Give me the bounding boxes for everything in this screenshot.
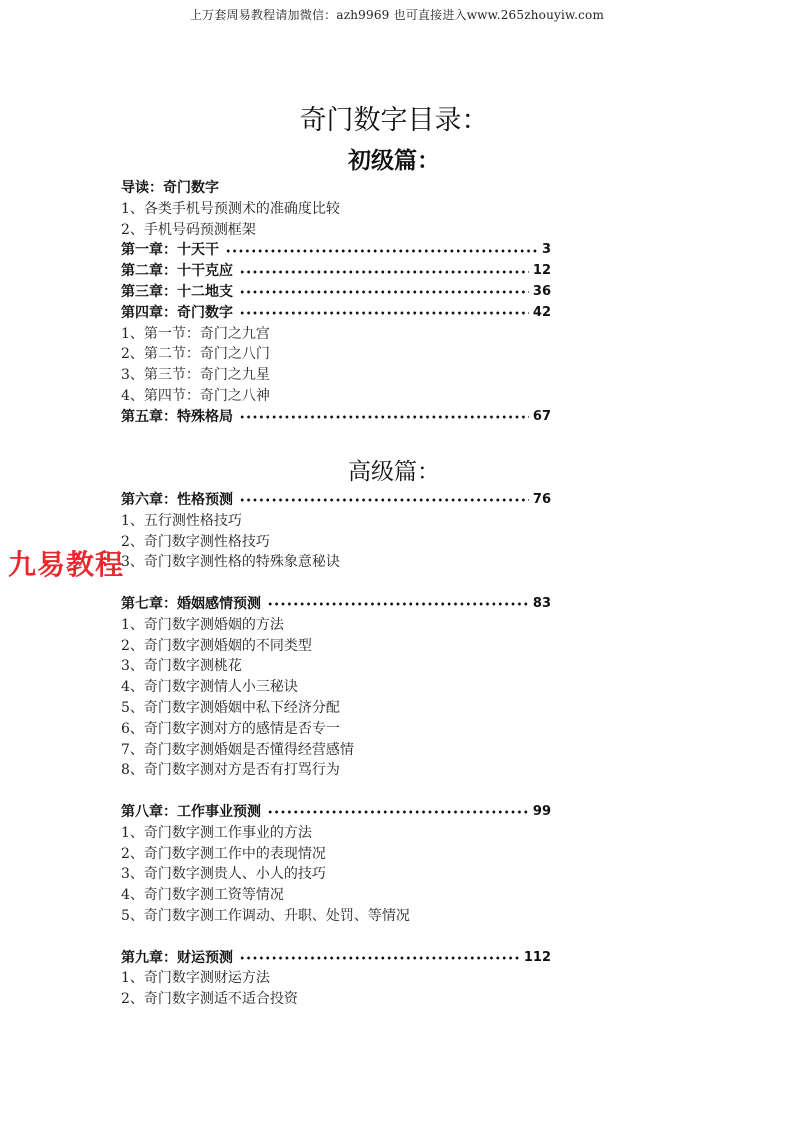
page-title: 奇门数字目录： xyxy=(299,105,489,136)
dot-leader xyxy=(225,249,538,253)
list-item: 1、奇门数字测财运方法 xyxy=(121,970,270,987)
list-item: 2、奇门数字测工作中的表现情况 xyxy=(121,845,326,862)
list-item: 5、奇门数字测婚姻中私下经济分配 xyxy=(121,699,340,716)
chapter-title: 第九章：财运预测 xyxy=(121,949,233,966)
toc-entry-ch4[interactable] xyxy=(121,303,551,324)
chapter-title: 第八章：工作事业预测 xyxy=(121,803,261,820)
page-number: 12 xyxy=(532,263,551,279)
list-item: 4、奇门数字测情人小三秘诀 xyxy=(121,679,298,696)
chapter-title: 第四章：奇门数字 xyxy=(121,304,233,321)
list-item: 5、奇门数字测工作调动、升职、处罚、等情况 xyxy=(121,907,410,924)
section-title-basic: 初级篇： xyxy=(348,148,440,174)
chapter-title: 第五章：特殊格局 xyxy=(121,408,233,425)
toc-entry-ch1[interactable] xyxy=(121,240,551,261)
toc-entry-ch7[interactable] xyxy=(121,594,551,615)
list-item: 2、手机号码预测框架 xyxy=(121,221,256,238)
dot-leader xyxy=(239,290,529,294)
page-number: 76 xyxy=(532,492,551,507)
dot-leader xyxy=(239,498,529,502)
toc-advanced xyxy=(121,490,551,1010)
list-item: 2、奇门数字测适不适合投资 xyxy=(121,991,298,1008)
page-number: 99 xyxy=(532,803,551,819)
list-item: 2、奇门数字测性格技巧 xyxy=(121,533,270,550)
toc-entry-ch8[interactable] xyxy=(121,802,551,823)
list-item: 1、各类手机号预测术的准确度比较 xyxy=(121,200,340,217)
dot-leader xyxy=(239,415,529,419)
toc-basic xyxy=(121,178,551,428)
toc-entry-ch2[interactable] xyxy=(121,261,551,282)
page-number: 36 xyxy=(532,283,551,299)
page-number: 83 xyxy=(532,595,551,611)
page-number: 3 xyxy=(541,242,551,258)
list-item: 1、奇门数字测婚姻的方法 xyxy=(121,616,284,633)
list-item: 8、奇门数字测对方是否有打骂行为 xyxy=(121,762,340,779)
dot-leader xyxy=(267,602,529,606)
list-item: 1、第一节：奇门之九宫 xyxy=(121,325,270,342)
toc-entry-ch9[interactable] xyxy=(121,948,551,969)
dot-leader xyxy=(267,810,529,814)
intro-heading: 导读：奇门数字 xyxy=(121,180,219,196)
list-item: 1、奇门数字测工作事业的方法 xyxy=(121,824,312,841)
toc-entry-ch3[interactable] xyxy=(121,282,551,303)
chapter-title: 第一章：十天干 xyxy=(121,242,219,259)
list-item: 3、奇门数字测性格的特殊象意秘诀 xyxy=(121,554,340,571)
chapter-title: 第三章：十二地支 xyxy=(121,283,233,300)
list-item: 2、奇门数字测婚姻的不同类型 xyxy=(121,637,312,654)
dot-leader xyxy=(239,270,529,274)
page-header: 上万套周易教程请加微信：azh9969 也可直接进入www.265zhouyiw.com xyxy=(189,8,605,22)
list-item: 4、奇门数字测工资等情况 xyxy=(121,887,284,904)
page-number: 42 xyxy=(532,304,551,320)
list-item: 3、第三节：奇门之九星 xyxy=(121,367,270,384)
list-item: 2、第二节：奇门之八门 xyxy=(121,346,270,363)
chapter-title: 第二章：十干克应 xyxy=(121,263,233,280)
dot-leader xyxy=(239,311,529,315)
page-number: 112 xyxy=(523,949,551,965)
watermark: 九易教程 xyxy=(8,548,125,581)
list-item: 4、第四节：奇门之八神 xyxy=(121,387,270,404)
list-item: 3、奇门数字测贵人、小人的技巧 xyxy=(121,866,326,883)
chapter-title: 第七章：婚姻感情预测 xyxy=(121,595,261,612)
chapter-title: 第六章：性格预测 xyxy=(121,492,233,508)
list-item: 3、奇门数字测桃花 xyxy=(121,658,242,675)
toc-entry-ch6[interactable] xyxy=(121,490,551,511)
list-item: 7、奇门数字测婚姻是否懂得经营感情 xyxy=(121,741,354,758)
toc-entry-ch5[interactable] xyxy=(121,407,551,428)
section-title-advanced: 高级篇： xyxy=(348,459,440,485)
page-number: 67 xyxy=(532,408,551,424)
list-item: 6、奇门数字测对方的感情是否专一 xyxy=(121,720,340,737)
dot-leader xyxy=(239,956,520,960)
list-item: 1、五行测性格技巧 xyxy=(121,512,242,529)
